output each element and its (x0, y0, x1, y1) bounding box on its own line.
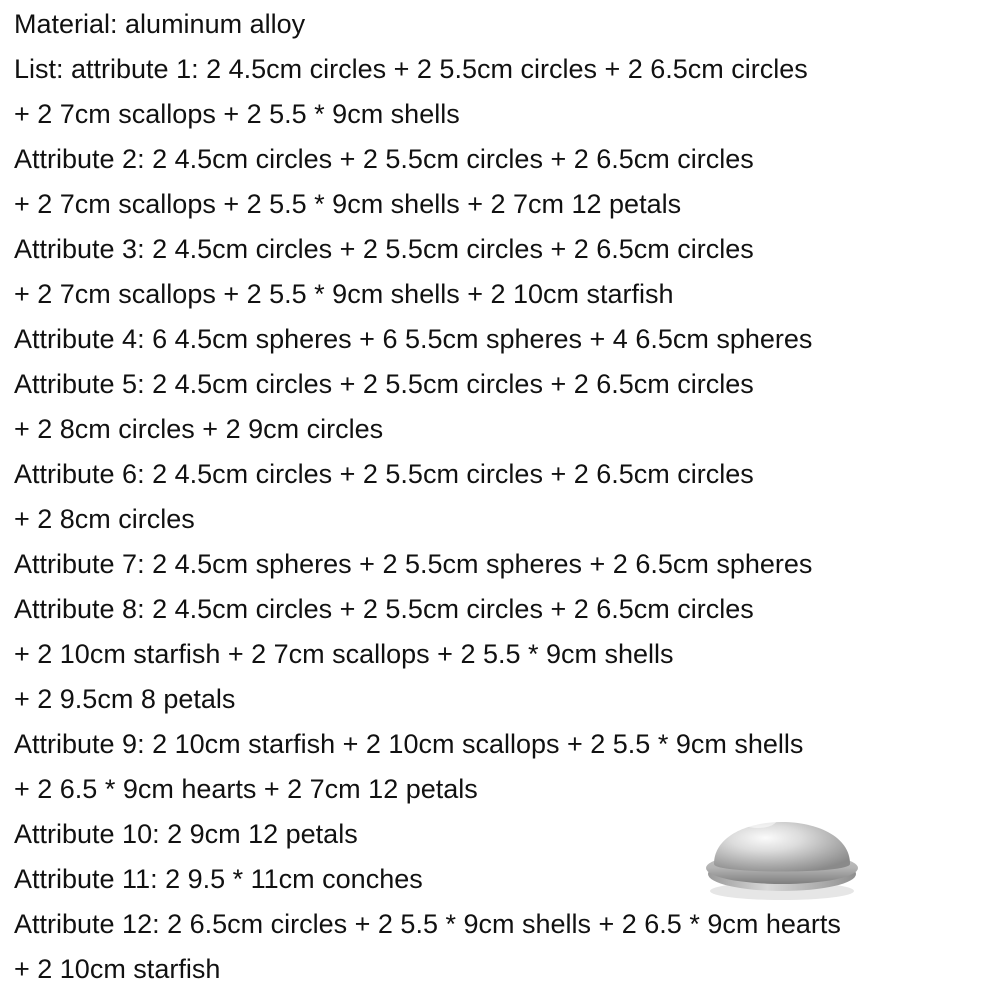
text-line: Attribute 4: 6 4.5cm spheres + 6 5.5cm spheres + 4 6.5cm spheres (14, 324, 813, 354)
text-line: Attribute 3: 2 4.5cm circles + 2 5.5cm circles + 2 6.5cm circles (14, 234, 754, 264)
text-line: + 2 10cm starfish + 2 7cm scallops + 2 5.5 * 9cm shells (14, 639, 674, 669)
text-line: + 2 10cm starfish (14, 954, 221, 984)
dome-highlight (738, 808, 778, 828)
text-line: List: attribute 1: 2 4.5cm circles + 2 5.5cm circles + 2 6.5cm circles (14, 54, 808, 84)
text-line: + 2 7cm scallops + 2 5.5 * 9cm shells (14, 99, 460, 129)
text-line: Attribute 5: 2 4.5cm circles + 2 5.5cm circles + 2 6.5cm circles (14, 369, 754, 399)
text-line: Attribute 2: 2 4.5cm circles + 2 5.5cm circles + 2 6.5cm circles (14, 144, 754, 174)
text-line: Material: aluminum alloy (14, 9, 306, 39)
text-line: + 2 7cm scallops + 2 5.5 * 9cm shells + 2 7cm 12 petals (14, 189, 682, 219)
text-line: + 2 6.5 * 9cm hearts + 2 7cm 12 petals (14, 774, 478, 804)
text-line: + 2 7cm scallops + 2 5.5 * 9cm shells + 2 10cm starfish (14, 279, 674, 309)
text-line: Attribute 8: 2 4.5cm circles + 2 5.5cm circles + 2 6.5cm circles (14, 594, 754, 624)
text-line: + 2 8cm circles (14, 504, 195, 534)
text-line: Attribute 9: 2 10cm starfish + 2 10cm scallops + 2 5.5 * 9cm shells (14, 729, 804, 759)
text-line: Attribute 12: 2 6.5cm circles + 2 5.5 * 9cm shells + 2 6.5 * 9cm hearts (14, 909, 841, 939)
half-sphere-mold-image (700, 778, 860, 903)
text-line: Attribute 7: 2 4.5cm spheres + 2 5.5cm spheres + 2 6.5cm spheres (14, 549, 813, 579)
text-line: Attribute 6: 2 4.5cm circles + 2 5.5cm circles + 2 6.5cm circles (14, 459, 754, 489)
dome-shape (714, 822, 850, 872)
text-line: Attribute 11: 2 9.5 * 11cm conches (14, 864, 423, 894)
text-line: + 2 9.5cm 8 petals (14, 684, 236, 714)
text-line: + 2 8cm circles + 2 9cm circles (14, 414, 384, 444)
text-line: Attribute 10: 2 9cm 12 petals (14, 819, 358, 849)
